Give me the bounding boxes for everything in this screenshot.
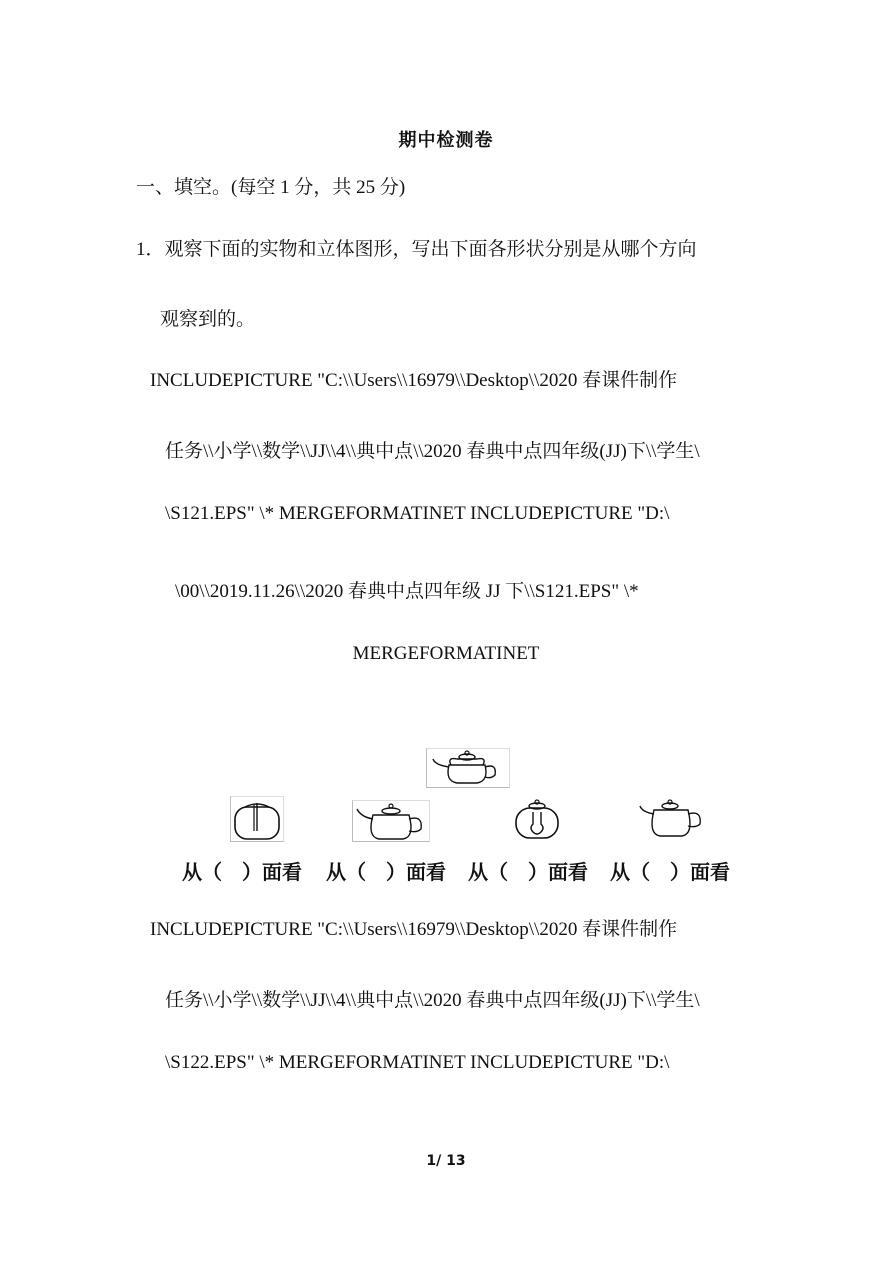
answer-label-1: 从（ ）面看: [182, 860, 302, 884]
page-number: 1/ 13: [426, 1153, 466, 1169]
teapot-other-view-image: [636, 798, 704, 840]
field-code-2-line-2: 任务\\小学\\数学\\JJ\\4\\典中点\\2020 春典中点四年级(JJ)下\\学生\: [165, 990, 700, 1011]
page-title: 期中检测卷: [398, 130, 494, 151]
question-1-line-2: 观察到的。: [160, 309, 256, 330]
answer-label-3: 从（ ）面看: [468, 860, 588, 884]
teapot-side-view-image: [512, 798, 562, 840]
field-code-1-line-2: 任务\\小学\\数学\\JJ\\4\\典中点\\2020 春典中点四年级(JJ)下\\学生\: [165, 441, 700, 462]
field-code-1-line-5: MERGEFORMATINET: [352, 643, 540, 664]
field-code-2-line-1: INCLUDEPICTURE "C:\\Users\\16979\\Desktop\\2020 春课件制作: [150, 919, 678, 940]
question-1-line-1: 1．观察下面的实物和立体图形，写出下面各形状分别是从哪个方向: [136, 239, 697, 260]
field-code-1-line-1: INCLUDEPICTURE "C:\\Users\\16979\\Desktop\\2020 春课件制作: [150, 370, 678, 391]
teapot-front-view-image: [352, 800, 430, 842]
field-code-1-line-4: \00\\2019.11.26\\2020 春典中点四年级 JJ 下\\S121.EPS" \*: [175, 581, 639, 602]
teapot-top-view-image: [230, 796, 284, 842]
section-heading: 一、填空。(每空 1 分，共 25 分): [136, 177, 406, 198]
field-code-2-line-3: \S122.EPS" \* MERGEFORMATINET INCLUDEPICTURE "D:\: [165, 1052, 670, 1073]
answer-label-2: 从（ ）面看: [326, 860, 446, 884]
teapot-object-image: [426, 748, 510, 788]
field-code-1-line-3: \S121.EPS" \* MERGEFORMATINET INCLUDEPICTURE "D:\: [165, 503, 670, 524]
answer-label-4: 从（ ）面看: [610, 860, 730, 884]
